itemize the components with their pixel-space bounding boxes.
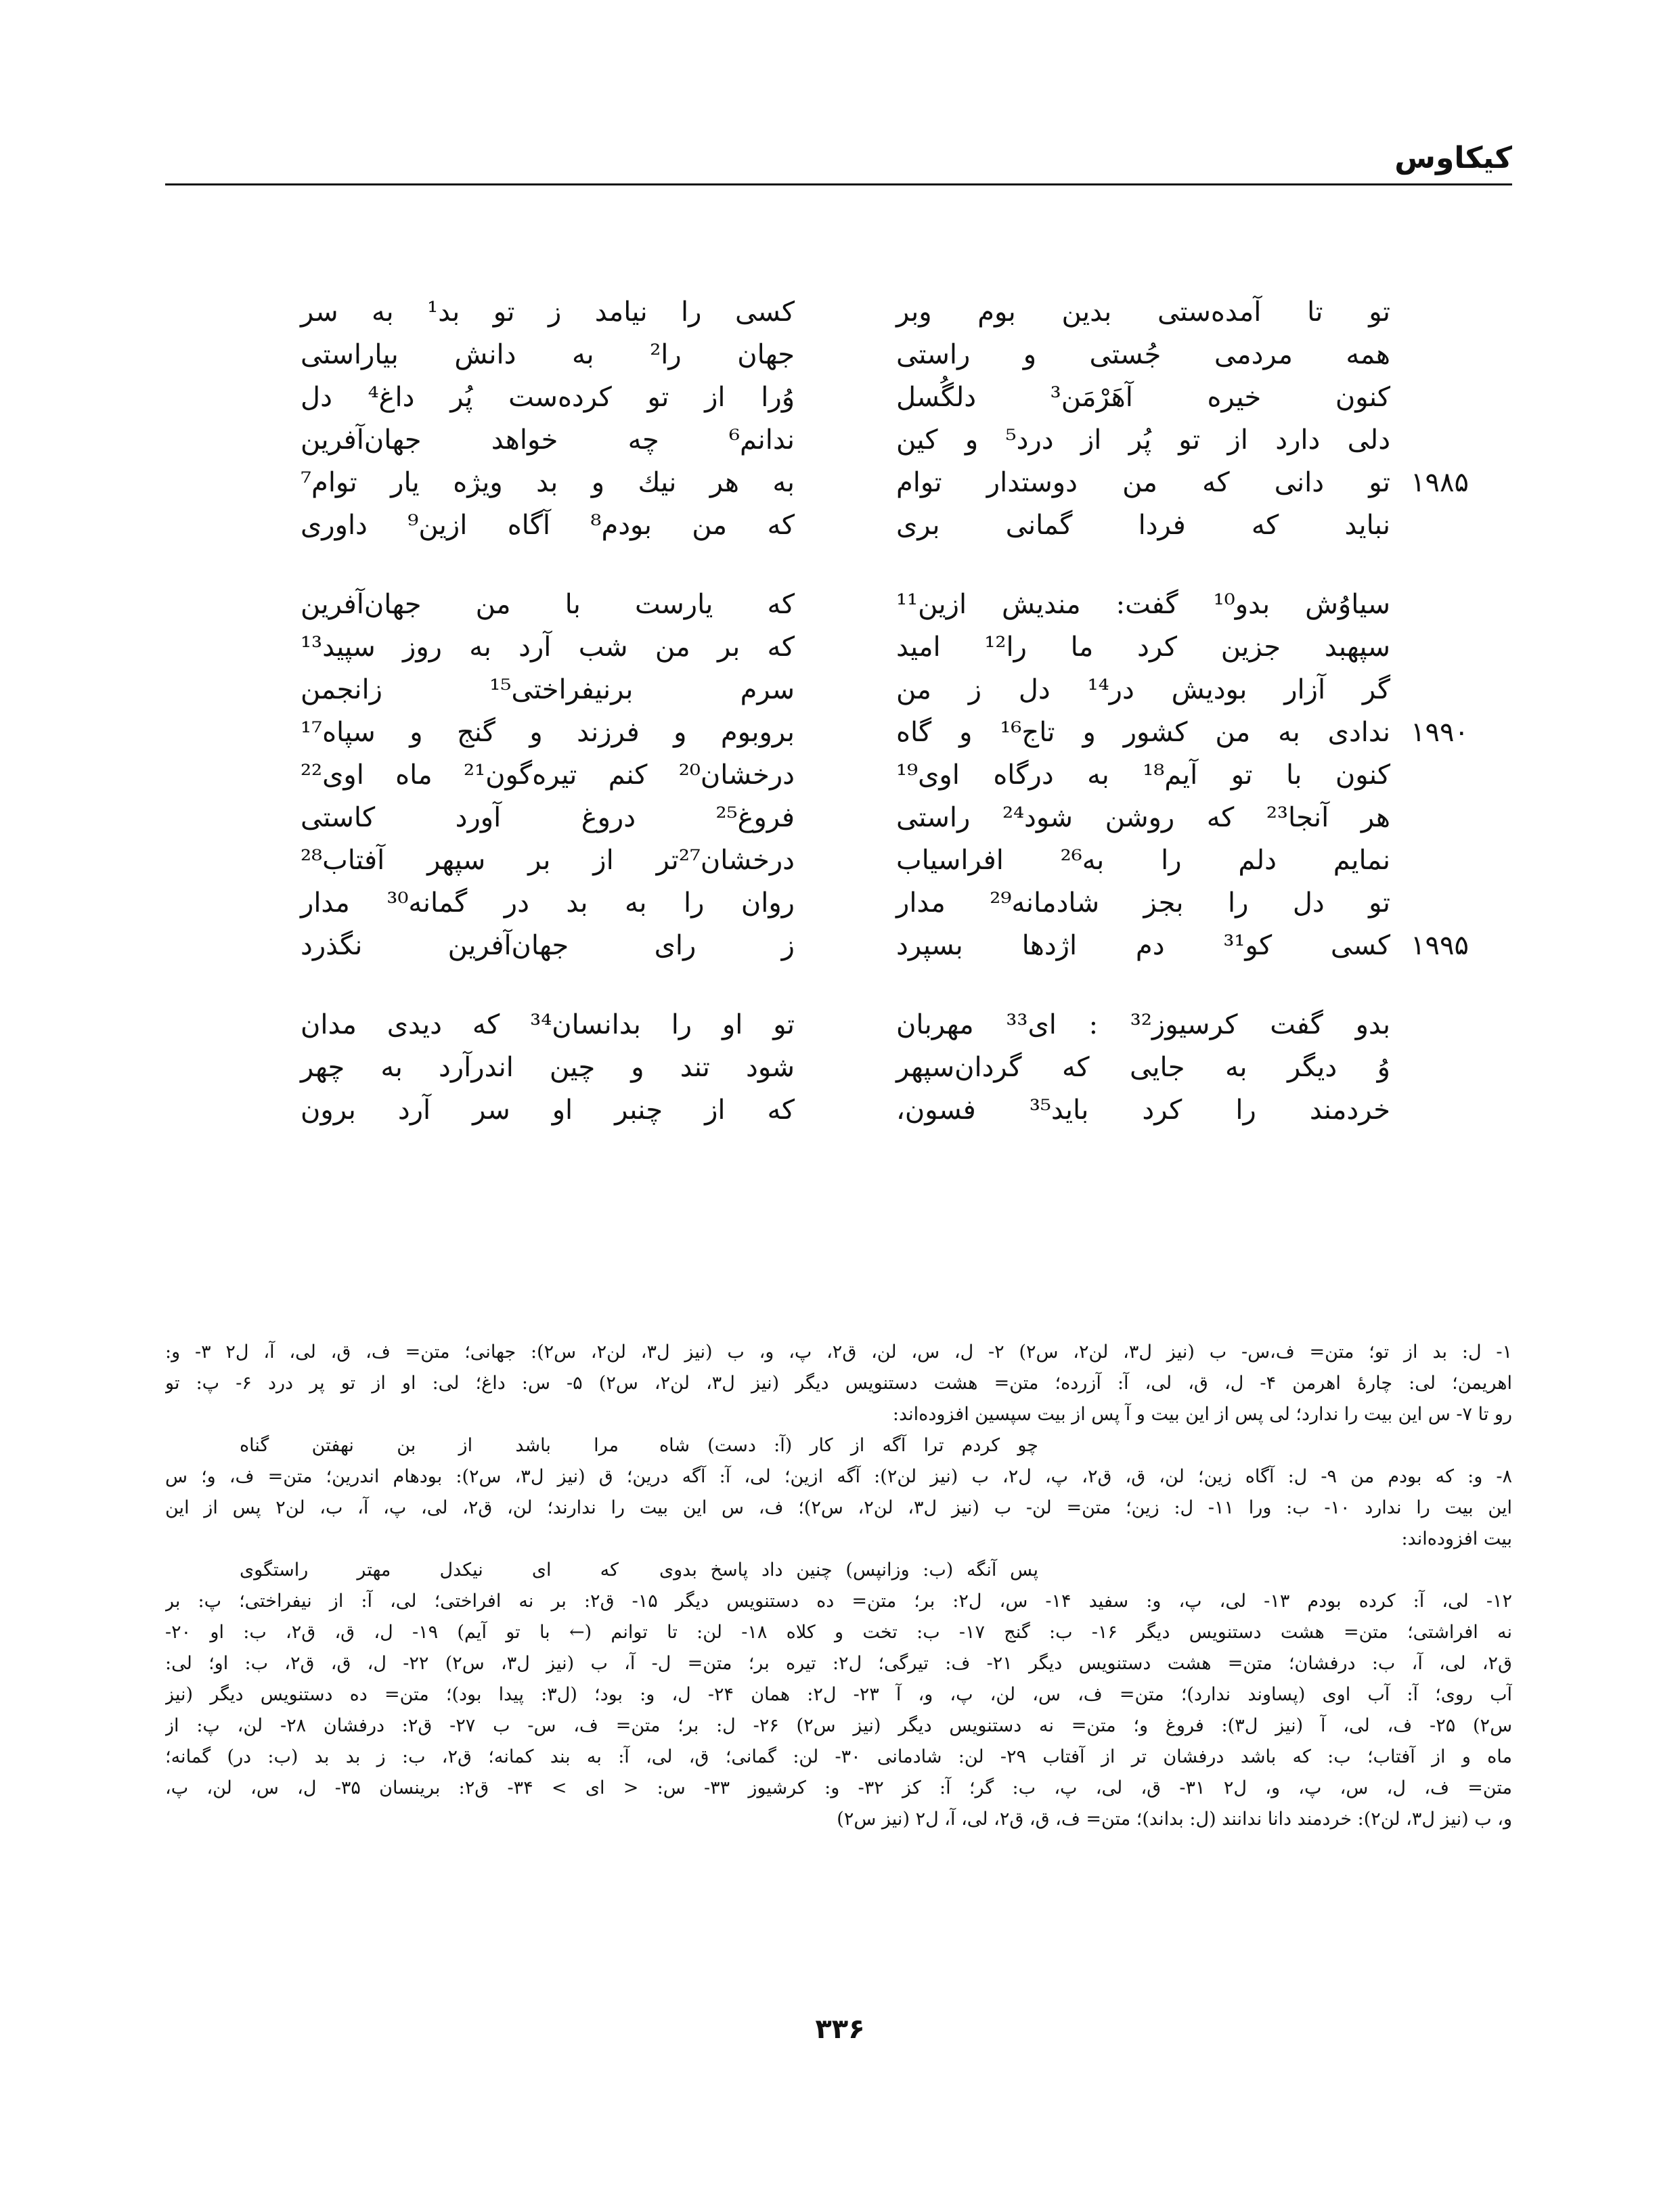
hemistich-second: درخشان²⁷تر از بر سپهر آفتاب²⁸: [301, 845, 795, 876]
hemistich-second: وُرا از تو کرده‌ست پُر داغ⁴ دل: [301, 382, 795, 413]
hemistich-first: کسی کو³¹ دم اژدها بسپرد: [896, 930, 1390, 961]
footnote-line: بیت افزوده‌اند:: [1401, 1528, 1512, 1549]
verse-line: [165, 583, 1512, 626]
footnote-verse-hemistich-1: چو کردم ترا آگه از کار (آ: دست) شاه: [659, 1435, 1038, 1456]
verse-line: [165, 334, 1512, 376]
page-number: ۳۳۶: [815, 2014, 865, 2045]
hemistich-second: سرم برنیفراختی¹⁵ زانجمن: [301, 674, 795, 705]
hemistich-second: به هر نیك و بد ویژه یار توام⁷: [301, 467, 795, 498]
verse-line: [165, 711, 1512, 754]
hemistich-second: که یارست با من جهان‌آفرین: [301, 589, 795, 620]
hemistich-second: که از چنبر او سر آرد برون: [301, 1094, 795, 1126]
verse-line: [165, 504, 1512, 547]
verse-line: [165, 754, 1512, 797]
stanza: [165, 291, 1512, 547]
hemistich-first: نمایم دلم را به²⁶ افراسیاب: [896, 845, 1390, 876]
hemistich-second: که من بودم⁸ آگاه ازین⁹ داوری: [301, 510, 795, 541]
verse-number: ۱۹۹۰: [1411, 717, 1469, 748]
hemistich-second: شود تند و چین اندرآرد به چهر: [301, 1052, 795, 1083]
footnote-verse: [165, 1430, 1512, 1461]
footnote-line: ۱- ل: بد از تو؛ متن= ف،س- ب (نیز ل۳، لن۲، س۲) ۲- ل، س، لن، ق۲، پ، و، ب (نیز ل۳، لن۲، س۲): جهانی؛ متن= ف، ق، لی، آ، ل۲ ۳- و:: [165, 1342, 1512, 1363]
footnote-line: و، ب (نیز ل۳، لن۲): خردمند دانا ندانند (ل: بداند)؛ متن= ف، ق، ق۲، لی، آ، ل۲ (نیز س۲): [837, 1809, 1512, 1830]
hemistich-second: درخشان²⁰ کنم تیره‌گون²¹ ماه اوی²²: [301, 759, 795, 791]
footnote-line: ۸- و: که بودم من ۹- ل: آگاه زین؛ لن، ق، ق۲، پ، ل۲، ب (نیز لن۲): آگه ازین؛ لی، آ: آگه درین؛ ق (نیز ل۳، س۲): بودهام اندرین؛ متن= ف، و؛ س: [165, 1466, 1512, 1487]
hemistich-first: کنون با تو آیم¹⁸ به درگاه اوی¹⁹: [896, 759, 1390, 791]
footnote-line: س۲) ۲۵- ف، لی، آ (نیز ل۳): فروغ و؛ متن= نه دستنویس دیگر (نیز س۲) ۲۶- ل: بر؛ متن= ف، س- ب ۲۷- ق۲: درفشان ۲۸- لن، پ: از: [165, 1715, 1512, 1736]
footnote-verse-hemistich-2: مرا باشد از بن نهفتن گناه: [240, 1435, 619, 1456]
verse-block: [165, 291, 1512, 1168]
footnote-line: رو تا ۷- س این بیت را ندارد؛ لی پس از این بیت و آ پس از بیت سپسین افزوده‌اند:: [892, 1404, 1512, 1425]
footnote-line: این بیت را ندارد ۱۰- ب: ورا ۱۱- ل: زین؛ متن= لن- ب (نیز ل۳، لن۲، س۲)؛ ف، س این بیت را ندارند؛ لن، ق۲، لی، پ، آ، ب، لن۲ پس از این: [165, 1497, 1512, 1518]
hemistich-second: کسی را نیامد ز تو بد¹ به سر: [301, 296, 795, 328]
verse-line: [165, 291, 1512, 334]
hemistich-second: ز رای جهان‌آفرین نگذرد: [301, 930, 795, 961]
verse-line: [165, 462, 1512, 504]
verse-line: [165, 839, 1512, 882]
hemistich-first: تو تا آمده‌ستی بدین بوم وبر: [896, 296, 1390, 328]
verse-line: [165, 1046, 1512, 1089]
verse-line: [165, 882, 1512, 925]
hemistich-second: بروبوم و فرزند و گنج و سپاه¹⁷: [301, 717, 795, 748]
hemistich-first: گر آزار بودیش در¹⁴ دل ز من: [896, 674, 1390, 705]
verse-line: [165, 797, 1512, 839]
hemistich-second: تو او را بدانسان³⁴ که دیدی مدان: [301, 1009, 795, 1040]
hemistich-first: دلی دارد از تو پُر از درد⁵ و کین: [896, 424, 1391, 456]
footnote-verse-hemistich-2: که ای نیکدل مهتر راستگوی: [240, 1560, 619, 1580]
hemistich-second: روان را به بد در گمانه³⁰ مدار: [301, 887, 795, 919]
hemistich-first: ندادی به من کشور و تاج¹⁶ و گاه: [896, 717, 1390, 748]
verse-line: [165, 925, 1512, 967]
verse-line: [165, 669, 1512, 711]
verse-line: [165, 626, 1512, 669]
hemistich-first: تو دل را بجز شادمانه²⁹ مدار: [896, 887, 1390, 919]
verse-number: ۱۹۸۵: [1411, 467, 1469, 498]
hemistich-second: جهان را² به دانش بیاراستی: [301, 339, 795, 370]
verse-number: ۱۹۹۵: [1411, 930, 1469, 961]
hemistich-first: سیاوُش بدو¹⁰ گفت: مندیش ازین¹¹: [896, 589, 1391, 620]
verse-line: [165, 376, 1512, 419]
stanza: [165, 583, 1512, 967]
footnote-verse-hemistich-1: پس آنگه (ب: وزانپس) چنین داد پاسخ بدوی: [659, 1560, 1038, 1580]
footnote-line: اهریمن؛ لی: چارهٔ اهرمن ۴- ل، ق، لی، آ: آزرده؛ متن= هشت دستنویس دیگر (نیز ل۳، لن۲، س۲) ۵- س: داغ؛ لی: او از تو پر درد ۶- پ: تو: [165, 1373, 1512, 1394]
hemistich-first: همه مردمی جُستی و راستی: [896, 339, 1390, 370]
hemistich-second: که بر من شب آرد به روز سپید¹³: [301, 632, 795, 663]
footnote-line: ۱۲- لی، آ: کرده بودم ۱۳- لی، پ، و: سفید ۱۴- س، ل۲: بر؛ متن= ده دستنویس دیگر ۱۵- ق۲: بر نه افراختی؛ لی، آ: از نیفراختی؛ پ: بر: [165, 1591, 1512, 1612]
footnote-line: نه افراشتی؛ متن= هشت دستنویس دیگر ۱۶- ب: گنج ۱۷- ب: تخت و کلاه ۱۸- لن: تا توانم (← با تو آیم) ۱۹- ل، ق، ق۲، ب: او ۲۰-: [165, 1622, 1512, 1643]
footnote-verse: [165, 1555, 1512, 1586]
stanza: [165, 1004, 1512, 1132]
footnote-line: متن= ف، ل، س، پ، و، ل۲ ۳۱- ق، لی، پ، ب: گر؛ آ: کز ۳۲- و: کرشیوز ۳۳- س: < ای > ۳۴- ق۲: برینسان ۳۵- ل، س، لن، پ،: [165, 1777, 1512, 1798]
hemistich-first: تو دانی که من دوستدار توام: [896, 467, 1390, 498]
hemistich-first: سپهبد جزین کرد ما را¹² امید: [896, 632, 1391, 663]
footnotes: [165, 1337, 1512, 1835]
verse-line: [165, 1089, 1512, 1132]
hemistich-first: خردمند را کرد باید³⁵ فسون،: [896, 1094, 1390, 1126]
verse-line: [165, 1004, 1512, 1046]
hemistich-first: بدو گفت کرسیوز³² : ای³³ مهربان: [896, 1009, 1391, 1040]
footnote-line: آب روی؛ آ: آب اوی (پساوند ندارد)؛ متن= ف، س، لن، پ، و، آ ۲۳- ل۲: همان ۲۴- ل، و: بود؛ (ل۳: پیدا بود)؛ متن= ده دستنویس دیگر (نیز: [165, 1684, 1512, 1705]
hemistich-first: کنون خیره آهَرْمَن³ دلگُسل: [896, 382, 1391, 413]
hemistich-first: هر آنجا²³ که روشن شود²⁴ راستی: [896, 802, 1390, 833]
hemistich-second: فروغ²⁵ دروغ آورد کاستی: [301, 802, 795, 833]
hemistich-first: وُ دیگر به جایی که گردان‌سپهر: [896, 1052, 1390, 1083]
footnote-line: ماه و از آفتاب؛ ب: که باشد درفشان تر از آفتاب ۲۹- لن: شادمانی ۳۰- لن: گمانی؛ ق، لی، آ: به بند کمانه؛ ق۲، ب: ز بد بد (ب: در) گمانه؛: [165, 1746, 1512, 1767]
verse-line: [165, 419, 1512, 462]
footnote-line: ق۲، لی، آ، ب: درفشان؛ متن= هشت دستنویس دیگر ۲۱- ف: تیرگی؛ ل۲: تیره بر؛ متن= ل- آ، ب (نیز ل۳، س۲) ۲۲- ل، ق، ق۲، ب: او؛ لی:: [165, 1653, 1512, 1674]
running-head: کیکاوس: [165, 141, 1512, 185]
hemistich-first: نباید که فردا گمانی بری: [896, 510, 1390, 541]
hemistich-second: ندانم⁶ چه خواهد جهان‌آفرین: [301, 424, 795, 456]
